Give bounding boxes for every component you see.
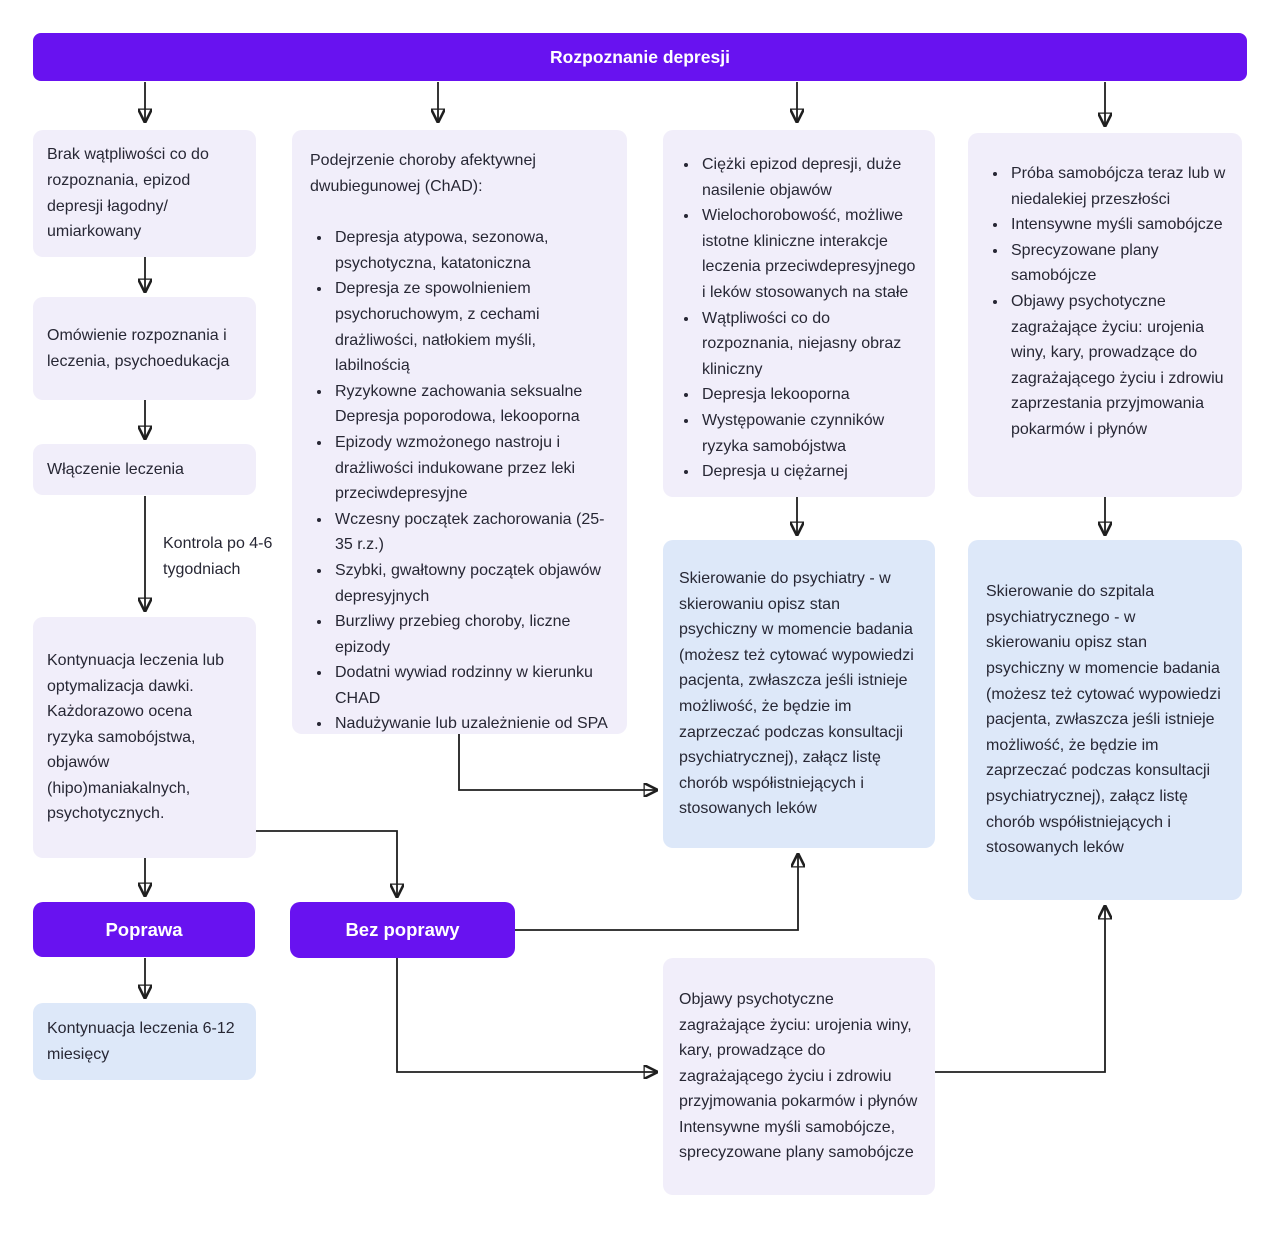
bullet-item: • Wątpliwości co do rozpoznania, niejasny obraz kliniczny xyxy=(699,306,923,383)
node-continue-optimize xyxy=(33,617,256,858)
node-psychotic-symptoms xyxy=(663,958,935,1195)
arrow-psychotic-to-hospital xyxy=(935,908,1105,1072)
arrow-continue-to-no-improvement xyxy=(256,831,397,895)
bullet-item: • Ciężki epizod depresji, duże nasilenie objawów xyxy=(699,152,923,203)
node-continuation-6-12 xyxy=(33,1003,256,1080)
bullet-item: • Szybki, gwałtowny początek objawów depresyjnych xyxy=(332,558,611,609)
node-start-treatment xyxy=(33,444,256,495)
arrow-no-improvement-to-psychotic xyxy=(397,958,655,1072)
bullet-item: • Depresja atypowa, sezonowa, psychotyczna, katatoniczna xyxy=(332,225,611,276)
bullet-item: • Depresja lekooporna xyxy=(699,382,923,408)
node-psychotic-symptoms-text: Objawy psychotyczne zagrażające życiu: urojenia winy, kary, prowadzące do zagrażającego życiu i zdrowiu przyjmowania pokarmów i płynów Intensywne myśli samobójcze, sprecyzowane plany samobójcze xyxy=(679,990,918,1162)
bullet-item: • Sprecyzowane plany samobójcze xyxy=(1008,238,1230,289)
node-suicide-risk xyxy=(968,133,1242,497)
node-chad-title: Podejrzenie choroby afektywnej dwubiegunowej (ChAD): xyxy=(310,152,536,195)
bullet-item: • Wielochorobowość, możliwe istotne kliniczne interakcje leczenia przeciwdepresyjnego i leków stosowanych na stałe xyxy=(699,203,923,305)
node-continuation-6-12-text: Kontynuacja leczenia 6-12 miesięcy xyxy=(47,1019,235,1063)
node-referral-psychiatrist xyxy=(663,540,935,848)
node-improvement xyxy=(33,902,255,957)
page-title: Rozpoznanie depresji xyxy=(550,46,730,67)
bullet-item: • Dodatni wywiad rodzinny w kierunku CHAD xyxy=(332,660,611,711)
arrow-chad-to-referral xyxy=(459,734,655,790)
node-referral-hospital xyxy=(968,540,1242,900)
bullet-item: • Intensywne myśli samobójcze xyxy=(1008,212,1230,238)
node-severe-episode xyxy=(663,130,935,497)
node-discuss-diagnosis-text: Omówienie rozpoznania i leczenia, psychoedukacja xyxy=(47,326,230,370)
bullet-item: • Nadużywanie lub uzależnienie od SPA xyxy=(332,711,611,737)
bullet-item: • Próba samobójcza teraz lub w niedalekiej przeszłości xyxy=(1008,161,1230,212)
bullet-item: • Objawy psychotyczne zagrażające życiu: urojenia winy, kary, prowadzące do zagrażającego życiu i zdrowiu zaprzestania przyjmowania pokarmów i płynów xyxy=(1008,289,1230,443)
bullet-item: • Epizody wzmożonego nastroju i drażliwości indukowane przez leki przeciwdepresyjne xyxy=(332,430,611,507)
severe-bullet-list xyxy=(677,152,923,485)
node-referral-hospital-text: Skierowanie do szpitala psychiatrycznego - w skierowaniu opisz stan psychiczny w momencie badania (możesz też cytować wypowiedzi pacjenta, zwłaszcza jeśli istnieje możliwość, że będzie im zaprzeczać podczas konsultacji psychiatrycznej), załącz listę chorób współistniejących i stosowanych leków xyxy=(986,583,1221,857)
node-mild-episode-text: Brak wątpliwości co do rozpoznania, epizod depresji łagodny/ umiarkowany xyxy=(47,146,209,241)
bullet-item: • Burzliwy przebieg choroby, liczne epizody xyxy=(332,609,611,660)
node-no-improvement-label: Bez poprawy xyxy=(345,919,460,940)
node-improvement-label: Poprawa xyxy=(105,918,183,940)
node-continue-optimize-text: Kontynuacja leczenia lub optymalizacja dawki. Każdorazowo ocena ryzyka samobójstwa, objawów (hipo)maniakalnych, psychotycznych. xyxy=(47,651,225,823)
bullet-item: • Ryzykowne zachowania seksualne Depresja poporodowa, lekooporna xyxy=(332,379,611,430)
node-chad-suspicion xyxy=(292,130,627,734)
edge-label-followup-text: Kontrola po 4-6 tygodniach xyxy=(163,535,273,578)
bullet-item: • Depresja u ciężarnej xyxy=(699,459,923,485)
bullet-item: • Depresja ze spowolnieniem psychoruchowym, z cechami drażliwości, natłokiem myśli, labilnością xyxy=(332,276,611,378)
header-title-bar xyxy=(33,33,1247,81)
bullet-item: • Występowanie czynników ryzyka samobójstwa xyxy=(699,408,923,459)
node-referral-psychiatrist-text: Skierowanie do psychiatry - w skierowaniu opisz stan psychiczny w momencie badania (możesz też cytować wypowiedzi pacjenta, zwłaszcza jeśli istnieje możliwość, że będzie im zaprzeczać podczas konsultacji psychiatrycznej), załącz listę chorób współistniejących i stosowanych leków xyxy=(679,570,914,818)
node-start-treatment-text: Włączenie leczenia xyxy=(47,460,184,478)
arrow-no-improvement-to-referral xyxy=(515,856,798,930)
node-discuss-diagnosis xyxy=(33,297,256,400)
edge-label-followup xyxy=(163,531,295,582)
suicide-bullet-list xyxy=(986,161,1230,443)
chad-bullet-list xyxy=(310,225,611,737)
node-no-improvement xyxy=(290,902,515,958)
node-mild-episode xyxy=(33,130,256,257)
bullet-item: • Wczesny początek zachorowania (25-35 r.z.) xyxy=(332,507,611,558)
